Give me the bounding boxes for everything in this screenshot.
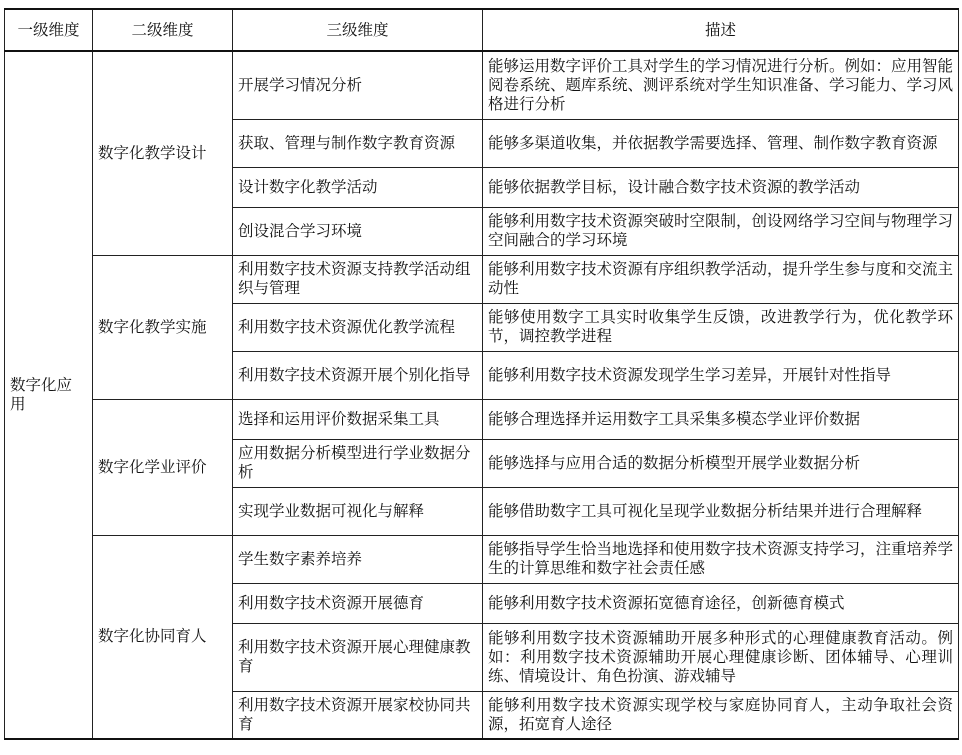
- description-cell: 能够依据教学目标，设计融合数字技术资源的教学活动: [483, 167, 959, 207]
- header-level3: 三级维度: [233, 9, 483, 51]
- table-row: [5, 51, 959, 119]
- level3-cell: 利用数字技术资源支持教学活动组织与管理: [233, 255, 483, 303]
- level3-cell: 利用数字技术资源优化教学流程: [233, 303, 483, 351]
- level3-cell: 创设混合学习环境: [233, 207, 483, 255]
- header-description: 描述: [483, 9, 959, 51]
- description-cell: 能够利用数字技术资源实现学校与家庭协同育人，主动争取社会资源，拓宽育人途径: [483, 691, 959, 739]
- level3-cell: 设计数字化教学活动: [233, 167, 483, 207]
- description-cell: 能够多渠道收集，并依据教学需要选择、管理、制作数字教育资源: [483, 119, 959, 167]
- level3-cell: 开展学习情况分析: [233, 51, 483, 119]
- level2-cell: 数字化学业评价: [93, 399, 233, 535]
- description-cell: 能够选择与应用合适的数据分析模型开展学业数据分析: [483, 439, 959, 487]
- level3-cell: 利用数字技术资源开展个别化指导: [233, 351, 483, 399]
- header-level1: 一级维度: [5, 9, 93, 51]
- description-cell: 能够利用数字技术资源发现学生学习差异，开展针对性指导: [483, 351, 959, 399]
- header-level2: 二级维度: [93, 9, 233, 51]
- level3-cell: 获取、管理与制作数字教育资源: [233, 119, 483, 167]
- table-row: [5, 399, 959, 439]
- description-cell: 能够利用数字技术资源突破时空限制，创设网络学习空间与物理学习空间融合的学习环境: [483, 207, 959, 255]
- table-row: [5, 255, 959, 303]
- description-cell: 能够利用数字技术资源辅助开展多种形式的心理健康教育活动。例如：利用数字技术资源辅助开展心理健康诊断、团体辅导、心理训练、情境设计、角色扮演、游戏辅导: [483, 623, 959, 691]
- level2-cell: 数字化协同育人: [93, 535, 233, 739]
- description-cell: 能够利用数字技术资源拓宽德育途径，创新德育模式: [483, 583, 959, 623]
- level3-cell: 利用数字技术资源开展家校协同共育: [233, 691, 483, 739]
- table-header: [5, 9, 959, 51]
- level3-cell: 利用数字技术资源开展心理健康教育: [233, 623, 483, 691]
- level3-cell: 选择和运用评价数据采集工具: [233, 399, 483, 439]
- description-cell: 能够指导学生恰当地选择和使用数字技术资源支持学习，注重培养学生的计算思维和数字社会责任感: [483, 535, 959, 583]
- description-cell: 能够使用数字工具实时收集学生反馈，改进教学行为，优化教学环节，调控教学进程: [483, 303, 959, 351]
- description-cell: 能够合理选择并运用数字工具采集多模态学业评价数据: [483, 399, 959, 439]
- level1-cell: 数字化应用: [5, 51, 93, 739]
- dimension-table: [4, 8, 959, 740]
- level3-cell: 利用数字技术资源开展德育: [233, 583, 483, 623]
- description-cell: 能够借助数字工具可视化呈现学业数据分析结果并进行合理解释: [483, 487, 959, 535]
- description-cell: 能够运用数字评价工具对学生的学习情况进行分析。例如：应用智能阅卷系统、题库系统、测评系统对学生知识准备、学习能力、学习风格进行分析: [483, 51, 959, 119]
- table-row: [5, 535, 959, 583]
- table-body: [5, 51, 959, 739]
- level3-cell: 学生数字素养培养: [233, 535, 483, 583]
- level3-cell: 应用数据分析模型进行学业数据分析: [233, 439, 483, 487]
- header-row: [5, 9, 959, 51]
- level3-cell: 实现学业数据可视化与解释: [233, 487, 483, 535]
- level2-cell: 数字化教学设计: [93, 51, 233, 255]
- description-cell: 能够利用数字技术资源有序组织教学活动，提升学生参与度和交流主动性: [483, 255, 959, 303]
- level2-cell: 数字化教学实施: [93, 255, 233, 399]
